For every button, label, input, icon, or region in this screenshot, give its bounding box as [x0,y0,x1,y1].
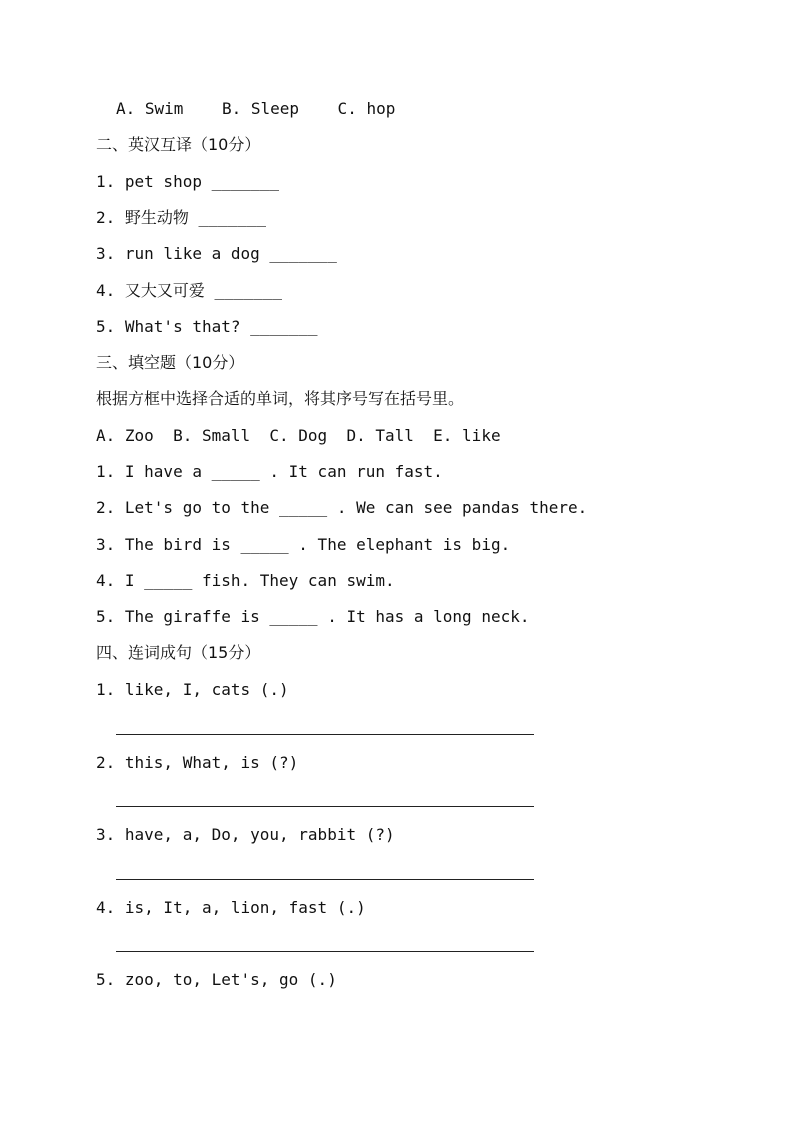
section3-heading: 三、填空题（10分） [96,353,245,372]
section3-item-3: 3. The bird is _____ . The elephant is big. [96,535,511,554]
section3-item-1: 1. I have a _____ . It can run fast. [96,462,443,481]
answer-line-1[interactable] [116,734,534,735]
section3-item-5: 5. The giraffe is _____ . It has a long neck. [96,607,530,626]
section2-heading: 二、英汉互译（10分） [96,135,261,154]
previous-question-options: A. Swim B. Sleep C. hop [116,99,396,118]
section2-item-5: 5. What's that? _______ [96,317,318,336]
section4-item-3: 3. have, a, Do, you, rabbit (?) [96,825,395,844]
section4-heading: 四、连词成句（15分） [96,643,261,662]
section4-item-4: 4. is, It, a, lion, fast (.) [96,898,366,917]
section2-item-2: 2. 野生动物 _______ [96,208,266,227]
answer-line-2[interactable] [116,806,534,807]
section3-word-options: A. Zoo B. Small C. Dog D. Tall E. like [96,426,501,445]
answer-line-4[interactable] [116,951,534,952]
section3-item-4: 4. I _____ fish. They can swim. [96,571,395,590]
section2-item-4: 4. 又大又可爱 _______ [96,281,282,300]
section4-item-2: 2. this, What, is (?) [96,753,299,772]
section2-item-3: 3. run like a dog _______ [96,244,337,263]
section4-item-1: 1. like, I, cats (.) [96,680,289,699]
section2-item-1: 1. pet shop _______ [96,172,280,191]
answer-line-3[interactable] [116,879,534,880]
section3-instruction: 根据方框中选择合适的单词，将其序号写在括号里。 [96,389,465,408]
section3-item-2: 2. Let's go to the _____ . We can see pandas there. [96,498,588,517]
section4-item-5: 5. zoo, to, Let's, go (.) [96,970,337,989]
